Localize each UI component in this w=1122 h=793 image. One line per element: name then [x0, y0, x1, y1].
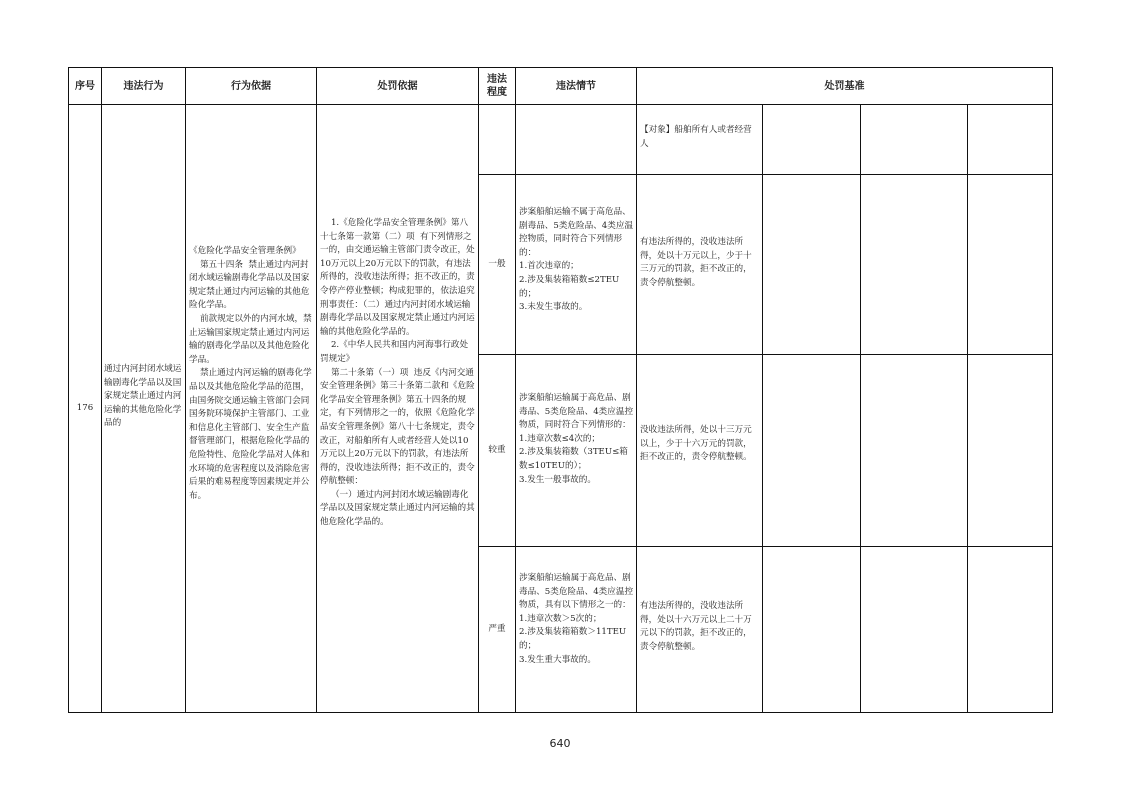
header-act: 违法行为	[123, 80, 164, 92]
row-target: 【对象】船舶所有人或者经营人	[640, 125, 752, 149]
level-standard-general: 有违法所得的，没收违法所得，处以十万元以上，少于十三万元的罚款，拒不改正的，责令停航整顿。	[640, 237, 752, 288]
level-degree-severe: 严重	[488, 623, 506, 634]
header-seq: 序号	[75, 80, 95, 92]
level-degree-general: 一般	[488, 258, 506, 269]
level-circumstance-serious: 涉案船舶运输属于高危品、剧毒品、5类危险品、4类应温控物质，同时符合下列情形的： 1.违章次数≤4次的； 2.涉及集装箱数（3TEU≤箱数≤10TEU的）； 3.发生一般事故的。	[519, 393, 634, 485]
header-circumstance: 违法情节	[556, 80, 596, 92]
row-act: 通过内河封闭水域运输剧毒化学品以及国家规定禁止通过内河运输的其他危险化学品的	[104, 364, 182, 429]
header-penalty-basis: 处罚依据	[377, 80, 418, 92]
level-standard-severe: 有违法所得的，没收违法所得，处以十六万元以上二十万元以下的罚款，拒不改正的，责令停航整顿。	[640, 601, 752, 652]
header-degree: 违法 程度	[487, 74, 507, 98]
row-penalty-basis: 1.《危险化学品安全管理条例》第八十七条第一款第（二）项 有下列情形之一的，由交通运输主管部门责令改正，处10万元以上20万元以下的罚款，有违法所得的，没收违法所得；拒不改正的，责令停产停业整顿；构成犯罪的，依法追究刑事责任：（二）通过内河封闭水域运输剧毒化学品以及国家规定禁止通过内河运输的其他危险化学品的。 2.《中华人民共和国内河海事行政处罚规定》 第二十条第（一）项 违反《内河交通安全管理条例》第三十条第二款和《危险化学品安全管理条例》第五十四条的规定，有下列情形之一的，依照《危险化学品安全管理条例》第八十七条规定，责令改正，对船舶所有人或者经营人处以10万元以上20万元以下的罚款，有违法所得的，没收违法所得；拒不改正的，责令停航整顿： （一）通过内河封闭水域运输剧毒化学品以及国家规定禁止通过内河运输的其他危险化学品的。	[320, 218, 475, 528]
level-degree-serious: 较重	[488, 444, 506, 455]
level-standard-serious: 没收违法所得，处以十三万元以上，少于十六万元的罚款，拒不改正的，责令停航整顿。	[640, 425, 752, 463]
page-number: 640	[549, 737, 571, 750]
level-circumstance-severe: 涉案船舶运输属于高危品、剧毒品、5类危险品、4类应温控物质，具有以下情形之一的： 1.违章次数＞5次的； 2.涉及集装箱箱数＞11TEU的； 3.发生重大事故的。	[519, 573, 634, 665]
header-basis: 行为依据	[231, 80, 271, 92]
level-circumstance-general: 涉案船舶运输不属于高危品、剧毒品、5类危险品、4类应温控物质，同时符合下列情形的： 1.首次违章的； 2.涉及集装箱箱数≤2TEU的； 3.未发生事故的。	[519, 207, 634, 313]
row-basis: 《危险化学品安全管理条例》 第五十四条 禁止通过内河封闭水域运输剧毒化学品以及国家规定禁止通过内河运输的其他危险化学品。 前款规定以外的内河水域，禁止运输国家规定禁止通过内河运输的剧毒化学品以及其他危险化学品。 禁止通过内河运输的剧毒化学品以及其他危险化学品的范围，由国务院交通运输主管部门会同国务院环境保护主管部门、工业和信息化主管部门、安全生产监督管理部门，根据危险化学品的危险特性、危险化学品对人体和水环境的危害程度以及消除危害后果的难易程度等因素规定并公布。	[189, 246, 312, 501]
header-standard: 处罚基准	[824, 80, 865, 92]
row-seq: 176	[76, 402, 94, 413]
